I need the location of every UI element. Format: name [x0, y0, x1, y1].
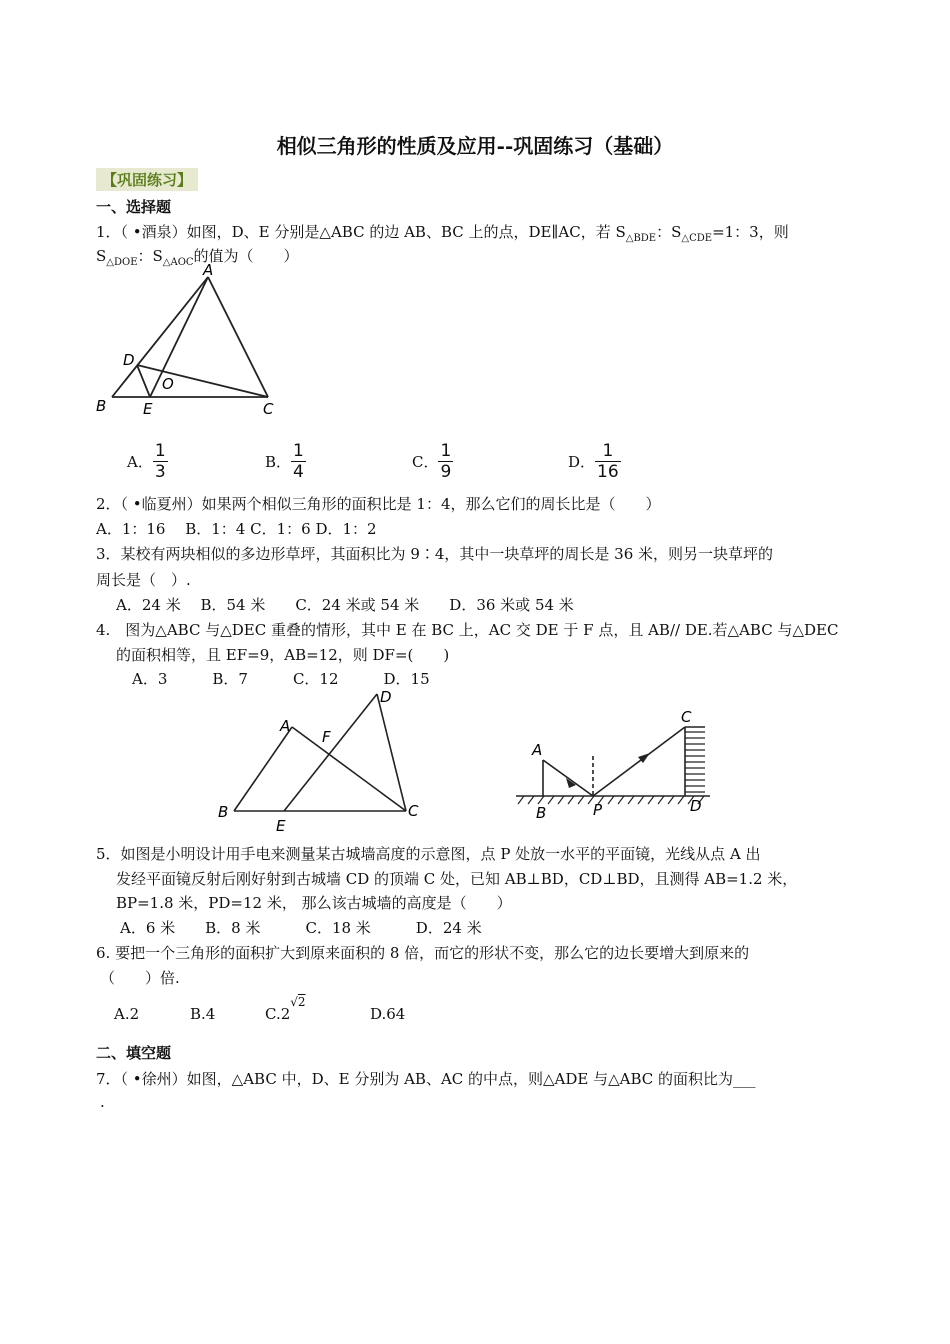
q7-stem-line1: 7．（ •徐州）如图，△ABC 中，D、E 分别为 AB、AC 的中点，则△ADE 与△ABC 的面积比为___	[96, 1070, 756, 1088]
q3-options: A．24 米 B．54 米 C．24 米或 54 米 D．36 米或 54 米	[116, 596, 574, 614]
q6-option-c: $C.2^{√2}$	[265, 995, 306, 1023]
q6-option-a: A.2	[114, 1005, 140, 1023]
q5-stem-line3: BP=1.8 米，PD=12 米， 那么该古城墙的高度是（ ）	[116, 894, 512, 912]
q1-label-C: C	[263, 400, 274, 418]
q2-stem: 2．（ •临夏州）如果两个相似三角形的面积比是 1：4，那么它们的周长比是（ ）	[96, 495, 661, 513]
q1-option-d: D． $\frac{1}{16}$	[568, 441, 619, 482]
section-heading-choice: 一、选择题	[96, 198, 172, 216]
q5-label-A: A	[532, 741, 543, 759]
section-tag: 【巩固练习】	[96, 168, 198, 191]
q1-label-A: A	[203, 262, 214, 279]
q5-label-B: B	[536, 804, 547, 822]
q3-stem-line1: 3．某校有两块相似的多边形草坪，其面积比为 9∶4，其中一块草坪的周长是 36 米，则另一块草坪的	[96, 545, 774, 563]
q1-label-D: D	[123, 351, 135, 369]
q5-label-P: P	[593, 801, 603, 819]
q1-label-E: E	[143, 400, 153, 418]
q4-label-B: B	[218, 803, 229, 821]
q4-label-D: D	[380, 688, 392, 706]
q6-stem-line1: 6. 要把一个三角形的面积扩大到原来面积的 8 倍，而它的形状不变，那么它的边长要增大到原来的	[96, 944, 750, 962]
q1-label-O: O	[162, 375, 174, 393]
q1-figure	[90, 262, 290, 422]
q6-option-d: D.64	[370, 1005, 406, 1023]
q5-label-C: C	[681, 708, 692, 726]
q1-label-B: B	[96, 397, 107, 415]
q4-options: A．3 B．7 C．12 D．15	[132, 670, 430, 688]
q1-stem-line2: $S_{\triangle DOE}$：$S_{\triangle AOC}$的值为（ ）	[96, 247, 299, 268]
q4-label-E: E	[276, 817, 286, 835]
q1-option-c: C． $\frac{1}{9}$	[412, 441, 452, 482]
q6-stem-line2: （ ）倍.	[100, 969, 180, 987]
q5-label-D: D	[690, 797, 702, 815]
q5-figure	[510, 700, 730, 825]
page-title: 相似三角形的性质及应用--巩固练习（基础）	[276, 134, 674, 158]
q5-options: A．6 米 B．8 米 C．18 米 D．24 米	[120, 919, 482, 937]
q4-figure	[210, 685, 440, 835]
q4-label-C: C	[408, 802, 419, 820]
section-heading-fill: 二、填空题	[96, 1044, 172, 1062]
q4-stem-line2: 的面积相等，且 EF=9，AB=12，则 DF=( )	[116, 646, 450, 664]
q2-options: A．1：16 B．1：4 C．1：6 D．1：2	[96, 520, 377, 538]
q5-stem-line1: 5．如图是小明设计用手电来测量某古城墙高度的示意图，点 P 处放一水平的平面镜，光线从点 A 出	[96, 845, 761, 863]
q7-stem-line2: .	[100, 1093, 105, 1111]
q4-stem-line1: 4. 图为△ABC 与△DEC 重叠的情形，其中 E 在 BC 上，AC 交 DE 于 F 点，且 AB// DE.若△ABC 与△DEC	[96, 621, 839, 639]
q3-stem-line2: 周长是（ ）.	[96, 571, 191, 589]
q5-stem-line2: 发经平面镜反射后刚好射到古城墙 CD 的顶端 C 处，已知 AB⊥BD，CD⊥BD，且测得 AB=1.2 米，	[116, 870, 798, 888]
q4-label-A: A	[280, 717, 291, 735]
q1-stem-line1: 1．（ •酒泉）如图，D、E 分别是△ABC 的边 AB、BC 上的点，DE∥AC，若 $S_{\triangle BDE}$：$S_{\triangle CDE}=1$：3，则	[96, 223, 789, 244]
q1-option-a: A． $\frac{1}{3}$	[127, 441, 166, 482]
q1-option-b: B． $\frac{1}{4}$	[265, 441, 304, 482]
q6-option-b: B.4	[190, 1005, 216, 1023]
q4-label-F: F	[322, 728, 331, 746]
